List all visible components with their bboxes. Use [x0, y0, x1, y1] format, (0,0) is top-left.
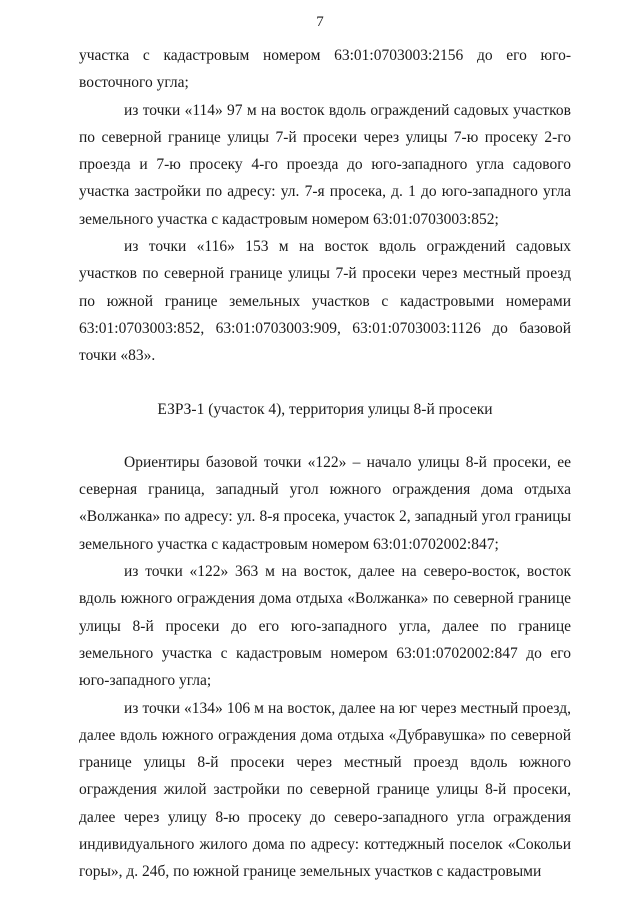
paragraph-point-114: из точки «114» 97 м на восток вдоль ограждений садовых участков по северной границе улицы 7-й просеки через улицы 7-ю просеку 2-го проезда и 7-ю просеку 4-го проезда до юго-западного угла садового участка застройки по адресу: ул. 7-я просека, д. 1 до юго-западного угла земельного участка с кадастровым номером 63:01:0703003:852; [79, 101, 571, 228]
paragraph-base-point-122: Ориентиры базовой точки «122» – начало улицы 8-й просеки, ее северная граница, западный угол южного ограждения дома отдыха «Волжанка» по адресу: ул. 8-я просека, участок 2, западный угол границы земельного участка с кадастровым номером 63:01:0702002:847; [79, 453, 571, 553]
paragraph-continuation: участка с кадастровым номером 63:01:0703003:2156 до его юго-восточного угла; [79, 47, 571, 92]
paragraph-point-134: из точки «134» 106 м на восток, далее на юг через местный проезд, далее вдоль южного ограждения дома отдыха «Дубравушка» по северной границе улицы 8-й просеки через местный проезд вдоль южного ограждения жилой застройки по северной границе улицы 8-й просеки, далее через улицу 8-ю просеку до северо-западного угла ограждения индивидуального жилого дома по адресу: коттеджный поселок «Сокольи горы», д. 24б, по южной границе земельных участков с кадастровыми [79, 699, 571, 881]
page-number: 7 [316, 14, 324, 30]
paragraph-point-116: из точки «116» 153 м на восток вдоль ограждений садовых участков по северной границе улицы 7-й просеки через местный проезд по южной границе земельных участков с кадастровыми номерами 63:01:0703003:852, 63:01:0703003:909, 63:01:0703003:1126 до базовой точки «83». [79, 238, 571, 365]
document-body [79, 42, 571, 886]
paragraph-point-122: из точки «122» 363 м на восток, далее на северо-восток, восток вдоль южного ограждения дома отдыха «Волжанка» по северной границе улицы 8-й просеки до его юго-западного угла, далее по границе земельного участка с кадастровым номером 63:01:0702002:847 до его юго-западного угла; [79, 563, 571, 690]
section-heading: ЕЗРЗ-1 (участок 4), территория улицы 8-й просеки [157, 400, 493, 418]
